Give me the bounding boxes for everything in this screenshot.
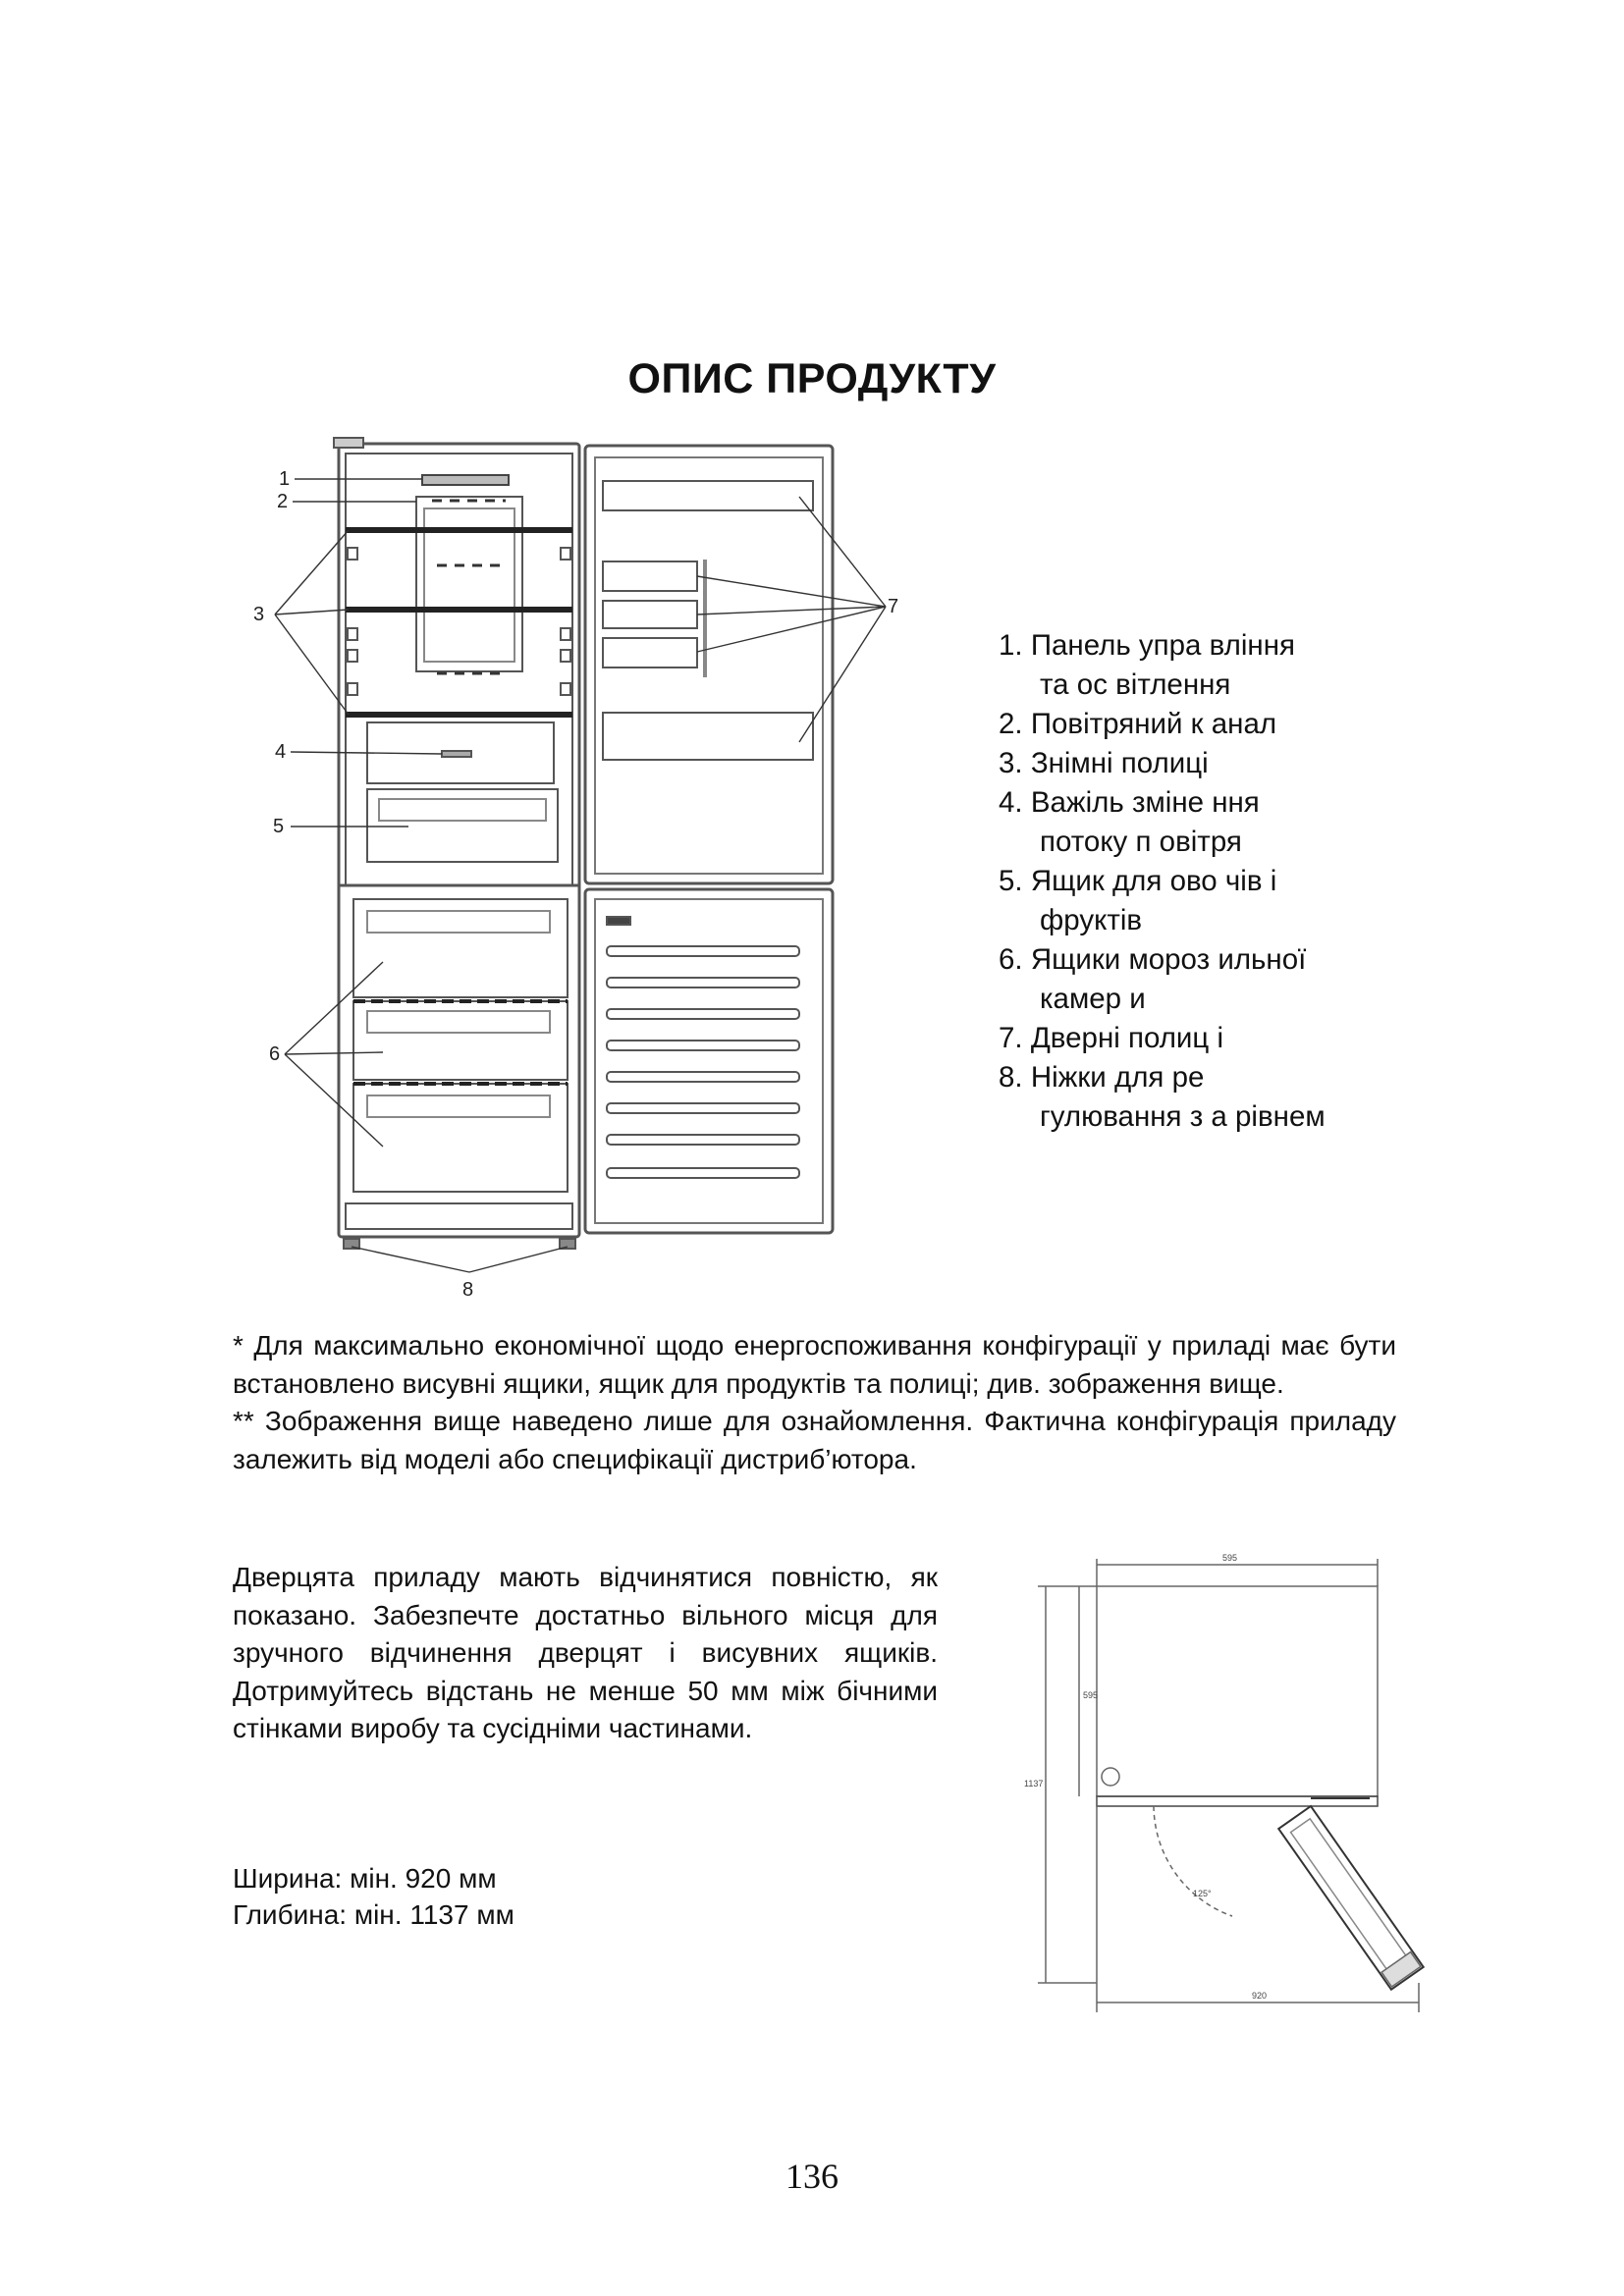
legend-item bbox=[999, 1058, 1509, 1137]
callout-1: 1 bbox=[279, 468, 291, 490]
callout-7: 7 bbox=[888, 596, 899, 617]
legend-item bbox=[999, 626, 1509, 705]
legend-text: Дверні полиц і bbox=[1030, 1022, 1224, 1054]
legend-num: 4. bbox=[999, 786, 1023, 819]
legend-text: Важіль зміне ння bbox=[1030, 786, 1260, 819]
legend-text-cont: потоку п овітря bbox=[1040, 826, 1242, 858]
legend-item bbox=[999, 744, 1509, 783]
legend-item bbox=[999, 705, 1509, 744]
legend-num: 3. bbox=[999, 747, 1023, 779]
legend-num: 2. bbox=[999, 708, 1023, 740]
callout-8: 8 bbox=[462, 1279, 474, 1296]
callout-3: 3 bbox=[253, 604, 265, 625]
door-clearance-text bbox=[233, 1559, 938, 1748]
min-width: Ширина: мін. 920 мм bbox=[233, 1863, 497, 1894]
callout-6: 6 bbox=[269, 1043, 281, 1065]
legend-text-cont: фруктів bbox=[1040, 904, 1143, 936]
legend-item bbox=[999, 783, 1509, 862]
page-title: ОПИС ПРОДУКТУ bbox=[627, 355, 997, 402]
legend-text: Повітряний к анал bbox=[1030, 708, 1277, 740]
legend-list bbox=[999, 626, 1509, 1137]
callout-4: 4 bbox=[275, 741, 287, 763]
angle-label: 125° bbox=[1193, 1889, 1212, 1898]
legend-text: Ніжки для ре bbox=[1030, 1061, 1205, 1094]
legend-item bbox=[999, 940, 1509, 1019]
legend-num: 7. bbox=[999, 1022, 1023, 1054]
legend-item bbox=[999, 1019, 1509, 1058]
legend-num: 5. bbox=[999, 865, 1023, 897]
clearance-dimensions bbox=[233, 1860, 822, 1933]
legend-text: Знімні полиці bbox=[1030, 747, 1209, 779]
page-number: 136 bbox=[785, 2157, 839, 2196]
dim-top-label: 595 bbox=[1222, 1553, 1238, 1563]
dim-inner-label: 595 bbox=[1083, 1690, 1099, 1700]
legend-text-cont: та ос вітлення bbox=[1040, 668, 1231, 701]
door-opening-diagram bbox=[1016, 1551, 1438, 2032]
legend-text-cont: гулювання з а рівнем bbox=[1040, 1100, 1326, 1133]
fridge-diagram bbox=[236, 432, 923, 1296]
notes-block bbox=[233, 1327, 1396, 1478]
legend-text: Панель упра вління bbox=[1030, 629, 1295, 662]
legend-text: Ящики мороз ильної bbox=[1030, 943, 1307, 976]
dim-bottom-label: 920 bbox=[1252, 1991, 1268, 2001]
legend-item bbox=[999, 862, 1509, 940]
note-energy: * Для максимально економічної щодо енергоспоживання конфігурації у приладі має бути встановлено висувні ящики, ящик для продуктів та полиці; див. зображення вище. bbox=[233, 1330, 1396, 1399]
legend-text: Ящик для ово чів і bbox=[1030, 865, 1277, 897]
legend-text-cont: камер и bbox=[1040, 983, 1146, 1015]
legend-num: 6. bbox=[999, 943, 1023, 976]
legend-num: 1. bbox=[999, 629, 1023, 662]
legend-num: 8. bbox=[999, 1061, 1023, 1094]
dim-depth-label: 1137 bbox=[1024, 1779, 1044, 1789]
min-depth: Глибина: мін. 1137 мм bbox=[233, 1899, 514, 1930]
callout-5: 5 bbox=[273, 816, 285, 837]
note-reference: ** Зображення вище наведено лише для ознайомлення. Фактична конфігурація приладу залежить від моделі або специфікації дистриб’ютора. bbox=[233, 1406, 1396, 1474]
door-paragraph: Дверцята приладу мають відчинятися повністю, як показано. Забезпечте достатньо вільного місця для зручного відчинення дверцят і висувних ящиків. Дотримуйтесь відстань не менше 50 мм між бічними стінками виробу та сусідніми частинами. bbox=[233, 1562, 938, 1743]
callout-2: 2 bbox=[277, 491, 289, 512]
